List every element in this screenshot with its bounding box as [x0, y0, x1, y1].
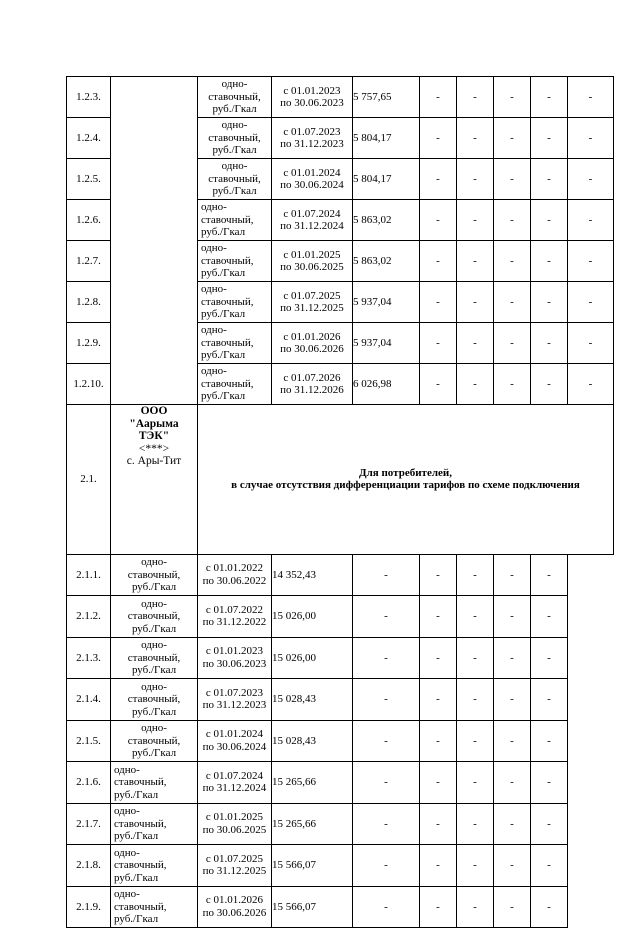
period-from: с 01.01.2023 [283, 84, 341, 97]
tariff-unit [198, 118, 272, 159]
period-from: с 01.07.2024 [205, 769, 264, 782]
period-from: с 01.01.2026 [205, 894, 264, 907]
tariff-unit-line: руб./Гкал [212, 185, 257, 198]
tariff-unit-line: одно- [221, 78, 248, 91]
empty-tariff-cell: - [568, 323, 614, 364]
empty-tariff-cell: - [494, 282, 531, 323]
tariff-period [272, 200, 353, 241]
section-title-line1: Для потребителей, [359, 466, 452, 479]
empty-tariff-cell: - [494, 596, 531, 638]
empty-tariff-cell: - [457, 845, 494, 887]
period-to: по 31.12.2022 [202, 616, 267, 629]
empty-tariff-cell: - [420, 200, 457, 241]
empty-tariff-cell: - [494, 200, 531, 241]
empty-tariff-cell: - [353, 720, 420, 762]
period-from: с 01.07.2026 [283, 371, 341, 384]
empty-tariff-cell: - [457, 637, 494, 679]
tariff-period [272, 241, 353, 282]
tariff-rows-group-2 [67, 554, 614, 928]
empty-tariff-cell: - [457, 364, 494, 405]
tariff-value: 15 026,00 [272, 596, 353, 638]
tariff-unit-line: одно- [114, 888, 140, 900]
empty-tariff-cell: - [531, 77, 568, 118]
table-row [67, 720, 614, 762]
tariff-unit-line: руб./Гкал [201, 308, 246, 321]
table-row [67, 77, 614, 118]
empty-tariff-cell: - [531, 596, 568, 638]
empty-tariff-cell: - [457, 554, 494, 596]
org-redacted: <***> [138, 442, 170, 455]
tariff-unit [111, 679, 198, 721]
empty-tariff-cell: - [494, 159, 531, 200]
table-row [67, 554, 614, 596]
empty-tariff-cell: - [457, 679, 494, 721]
empty-tariff-cell: - [457, 803, 494, 845]
period-to: по 31.12.2024 [202, 782, 267, 795]
row-number: 1.2.5. [67, 159, 111, 200]
tariff-unit-line: ставочный, [201, 336, 254, 349]
tariff-unit-line: руб./Гкал [201, 267, 246, 280]
table-row [67, 679, 614, 721]
empty-tariff-cell: - [420, 803, 457, 845]
table-row [67, 637, 614, 679]
tariff-rows-group-1 [67, 77, 614, 405]
row-number: 2.1.9. [67, 886, 111, 928]
period-from: с 01.07.2025 [205, 852, 264, 865]
empty-tariff-cell: - [494, 554, 531, 596]
tariff-unit-line: руб./Гкал [114, 871, 159, 884]
tariff-unit-line: руб./Гкал [212, 144, 257, 157]
tariff-unit [198, 323, 272, 364]
empty-tariff-cell: - [420, 845, 457, 887]
period-to: по 31.12.2025 [202, 865, 267, 878]
empty-tariff-cell: - [568, 118, 614, 159]
empty-tariff-cell: - [494, 77, 531, 118]
tariff-unit-line: ставочный, [201, 213, 254, 226]
empty-tariff-cell: - [531, 803, 568, 845]
empty-tariff-cell: - [457, 762, 494, 804]
org-locality: с. Ары-Тит [126, 455, 182, 467]
empty-tariff-cell: - [457, 886, 494, 928]
period-to: по 31.12.2026 [280, 384, 344, 396]
empty-tariff-cell: - [494, 323, 531, 364]
tariff-unit-line: руб./Гкал [201, 349, 246, 362]
period-to: по 31.12.2025 [280, 302, 344, 314]
tariff-period [272, 323, 353, 364]
empty-tariff-cell: - [531, 886, 568, 928]
tariff-value: 5 937,04 [353, 282, 420, 323]
empty-tariff-cell: - [420, 762, 457, 804]
tariff-value: 15 265,66 [272, 803, 353, 845]
row-number: 2.1.6. [67, 762, 111, 804]
period-from: с 01.01.2024 [283, 166, 341, 179]
empty-tariff-cell: - [568, 200, 614, 241]
empty-tariff-cell: - [531, 762, 568, 804]
org-type: ООО [140, 405, 168, 417]
tariff-unit [111, 637, 198, 679]
tariff-value: 15 028,43 [272, 720, 353, 762]
table-row [67, 803, 614, 845]
tariff-unit-line: руб./Гкал [131, 705, 177, 718]
empty-tariff-cell: - [420, 159, 457, 200]
empty-tariff-cell: - [457, 282, 494, 323]
tariff-unit-line: руб./Гкал [114, 830, 159, 842]
empty-tariff-cell: - [420, 886, 457, 928]
period-to: по 30.06.2024 [280, 179, 344, 191]
tariff-unit-line: ставочный, [127, 651, 181, 664]
empty-tariff-cell: - [494, 762, 531, 804]
tariff-unit-line: одно- [201, 324, 227, 337]
tariff-unit [111, 886, 198, 928]
tariff-unit-line: руб./Гкал [114, 788, 159, 801]
empty-tariff-cell: - [420, 596, 457, 638]
row-number: 1.2.3. [67, 77, 111, 118]
empty-tariff-cell: - [494, 118, 531, 159]
empty-tariff-cell: - [568, 282, 614, 323]
empty-tariff-cell: - [420, 77, 457, 118]
empty-tariff-cell: - [457, 323, 494, 364]
row-number: 2.1.7. [67, 803, 111, 845]
tariff-period [198, 679, 272, 721]
tariff-unit-line: руб./Гкал [131, 747, 177, 759]
tariff-period [198, 845, 272, 887]
tariff-unit [198, 77, 272, 118]
tariff-unit-line: руб./Гкал [201, 226, 246, 239]
tariff-unit-line: ставочный, [114, 817, 167, 830]
tariff-period [272, 364, 353, 405]
tariff-unit-line: ставочный, [201, 295, 254, 308]
empty-tariff-cell: - [457, 118, 494, 159]
organization-cell-empty [111, 77, 198, 405]
section-title-line2: в случае отсутствия дифференциации тарифов по схеме подключения [231, 479, 580, 492]
section-title [198, 405, 614, 555]
tariff-unit-line: одно- [114, 846, 140, 859]
empty-tariff-cell: - [457, 720, 494, 762]
empty-tariff-cell: - [420, 679, 457, 721]
row-number: 1.2.6. [67, 200, 111, 241]
empty-tariff-cell: - [531, 200, 568, 241]
tariff-unit [111, 803, 198, 845]
row-number: 1.2.9. [67, 323, 111, 364]
period-to: по 30.06.2025 [280, 261, 344, 273]
empty-tariff-cell: - [353, 554, 420, 596]
empty-tariff-cell: - [494, 803, 531, 845]
tariff-period [198, 596, 272, 638]
tariff-unit-line: ставочный, [127, 568, 181, 581]
empty-tariff-cell: - [494, 886, 531, 928]
period-to: по 30.06.2025 [202, 823, 267, 836]
tariff-unit [198, 200, 272, 241]
tariff-value: 14 352,43 [272, 554, 353, 596]
row-number: 2.1.1. [67, 554, 111, 596]
period-from: с 01.01.2022 [205, 562, 264, 575]
period-from: с 01.07.2024 [283, 207, 341, 220]
period-from: с 01.01.2026 [283, 330, 341, 343]
empty-tariff-cell: - [353, 803, 420, 845]
tariff-unit-line: одно- [141, 722, 167, 734]
period-to: по 30.06.2023 [280, 97, 344, 109]
empty-tariff-cell: - [494, 679, 531, 721]
tariff-unit [198, 159, 272, 200]
table-row [67, 886, 614, 928]
tariff-unit-line: одно- [114, 805, 140, 817]
period-to: по 30.06.2026 [280, 343, 344, 355]
empty-tariff-cell: - [531, 554, 568, 596]
tariff-value: 15 265,66 [272, 762, 353, 804]
tariff-value: 15 566,07 [272, 845, 353, 887]
tariff-unit [198, 282, 272, 323]
section-number: 2.1. [67, 405, 111, 555]
period-to: по 31.12.2023 [280, 138, 344, 150]
empty-tariff-cell: - [531, 323, 568, 364]
period-from: с 01.01.2025 [283, 248, 341, 261]
row-number: 2.1.3. [67, 637, 111, 679]
row-number: 2.1.8. [67, 845, 111, 887]
period-from: с 01.07.2022 [205, 603, 264, 616]
tariff-unit [111, 720, 198, 762]
tariff-unit-line: ставочный, [114, 776, 167, 788]
empty-tariff-cell: - [420, 323, 457, 364]
tariff-unit-line: ставочный, [208, 172, 261, 185]
empty-tariff-cell: - [531, 679, 568, 721]
tariff-period [272, 77, 353, 118]
period-from: с 01.01.2023 [205, 645, 264, 658]
tariff-period [272, 282, 353, 323]
tariff-period [272, 118, 353, 159]
empty-tariff-cell: - [420, 720, 457, 762]
tariff-unit-line: ставочный, [127, 610, 181, 622]
row-number: 1.2.8. [67, 282, 111, 323]
tariff-unit-line: ставочный, [201, 254, 254, 267]
period-to: по 30.06.2026 [202, 906, 267, 919]
tariff-unit-line: одно- [141, 639, 167, 651]
tariff-period [198, 637, 272, 679]
tariff-period [198, 803, 272, 845]
tariff-unit [111, 762, 198, 804]
period-to: по 31.12.2023 [202, 699, 267, 712]
period-from: с 01.07.2025 [283, 289, 341, 302]
empty-tariff-cell: - [420, 554, 457, 596]
empty-tariff-cell: - [457, 77, 494, 118]
empty-tariff-cell: - [457, 596, 494, 638]
empty-tariff-cell: - [531, 282, 568, 323]
empty-tariff-cell: - [494, 241, 531, 282]
empty-tariff-cell: - [353, 762, 420, 804]
row-number: 1.2.7. [67, 241, 111, 282]
tariff-unit [198, 364, 272, 405]
tariff-unit-line: одно- [201, 365, 227, 378]
empty-tariff-cell: - [568, 364, 614, 405]
period-from: с 01.07.2023 [205, 686, 264, 699]
period-to: по 31.12.2024 [280, 220, 344, 232]
empty-tariff-cell: - [457, 241, 494, 282]
empty-tariff-cell: - [353, 679, 420, 721]
tariff-unit [111, 845, 198, 887]
empty-tariff-cell: - [531, 241, 568, 282]
tariff-unit [111, 554, 198, 596]
tariff-unit-line: ставочный, [208, 131, 261, 144]
tariff-value: 5 937,04 [353, 323, 420, 364]
row-number: 2.1.2. [67, 596, 111, 638]
period-from: с 01.01.2024 [205, 728, 264, 741]
empty-tariff-cell: - [420, 364, 457, 405]
empty-tariff-cell: - [494, 637, 531, 679]
tariff-unit [198, 241, 272, 282]
tariff-unit-line: ставочный, [114, 900, 167, 913]
tariff-unit-line: ставочный, [127, 693, 181, 705]
empty-tariff-cell: - [568, 159, 614, 200]
tariff-period [198, 886, 272, 928]
period-from: с 01.07.2023 [283, 125, 341, 138]
row-number: 2.1.4. [67, 679, 111, 721]
row-number: 1.2.10. [67, 364, 111, 405]
tariff-unit-line: руб./Гкал [212, 103, 257, 116]
tariff-table [66, 76, 614, 928]
tariff-unit-line: одно- [201, 242, 227, 255]
org-name-line1: "Аарыма [129, 417, 179, 430]
section-header-row [67, 405, 614, 555]
empty-tariff-cell: - [531, 637, 568, 679]
empty-tariff-cell: - [457, 200, 494, 241]
period-to: по 30.06.2022 [202, 574, 267, 587]
tariff-unit-line: ставочный, [127, 734, 181, 747]
tariff-unit [111, 596, 198, 638]
tariff-value: 15 026,00 [272, 637, 353, 679]
tariff-unit-line: одно- [141, 597, 167, 610]
tariff-value: 5 863,02 [353, 200, 420, 241]
row-number: 1.2.4. [67, 118, 111, 159]
tariff-unit-line: руб./Гкал [131, 664, 177, 676]
tariff-period [272, 159, 353, 200]
tariff-unit-line: одно- [141, 556, 167, 568]
empty-tariff-cell: - [353, 637, 420, 679]
tariff-value: 5 757,65 [353, 77, 420, 118]
period-to: по 30.06.2023 [202, 657, 267, 670]
row-number: 2.1.5. [67, 720, 111, 762]
period-to: по 30.06.2024 [202, 740, 267, 753]
empty-tariff-cell: - [420, 637, 457, 679]
tariff-unit-line: руб./Гкал [131, 622, 177, 635]
table-row [67, 762, 614, 804]
section-header-group [67, 405, 614, 555]
tariff-unit-line: ставочный, [114, 859, 167, 871]
tariff-unit-line: одно- [141, 680, 167, 693]
empty-tariff-cell: - [420, 118, 457, 159]
empty-tariff-cell: - [531, 845, 568, 887]
tariff-unit-line: ставочный, [208, 90, 261, 103]
empty-tariff-cell: - [568, 77, 614, 118]
tariff-unit-line: руб./Гкал [131, 581, 177, 593]
empty-tariff-cell: - [353, 845, 420, 887]
table-row [67, 845, 614, 887]
tariff-unit-line: руб./Гкал [201, 390, 246, 403]
tariff-value: 5 804,17 [353, 118, 420, 159]
empty-tariff-cell: - [531, 720, 568, 762]
period-from: с 01.01.2025 [205, 811, 264, 824]
tariff-value: 15 566,07 [272, 886, 353, 928]
empty-tariff-cell: - [457, 159, 494, 200]
tariff-value: 5 863,02 [353, 241, 420, 282]
empty-tariff-cell: - [420, 282, 457, 323]
tariff-unit-line: одно- [221, 119, 248, 132]
tariff-unit-line: руб./Гкал [114, 913, 159, 925]
tariff-unit-line: ставочный, [201, 377, 254, 390]
empty-tariff-cell: - [531, 364, 568, 405]
empty-tariff-cell: - [494, 845, 531, 887]
empty-tariff-cell: - [420, 241, 457, 282]
empty-tariff-cell: - [531, 118, 568, 159]
tariff-value: 5 804,17 [353, 159, 420, 200]
empty-tariff-cell: - [353, 596, 420, 638]
tariff-period [198, 554, 272, 596]
organization-cell [111, 405, 198, 555]
empty-tariff-cell: - [353, 886, 420, 928]
empty-tariff-cell: - [494, 720, 531, 762]
tariff-unit-line: одно- [201, 201, 227, 214]
tariff-unit-line: одно- [201, 283, 227, 296]
table-row [67, 596, 614, 638]
tariff-period [198, 720, 272, 762]
tariff-period [198, 762, 272, 804]
org-name-line2: ТЭК" [138, 430, 170, 442]
tariff-unit-line: одно- [221, 160, 248, 173]
tariff-value: 6 026,98 [353, 364, 420, 405]
empty-tariff-cell: - [531, 159, 568, 200]
tariff-value: 15 028,43 [272, 679, 353, 721]
tariff-unit-line: одно- [114, 763, 140, 776]
empty-tariff-cell: - [568, 241, 614, 282]
empty-tariff-cell: - [494, 364, 531, 405]
